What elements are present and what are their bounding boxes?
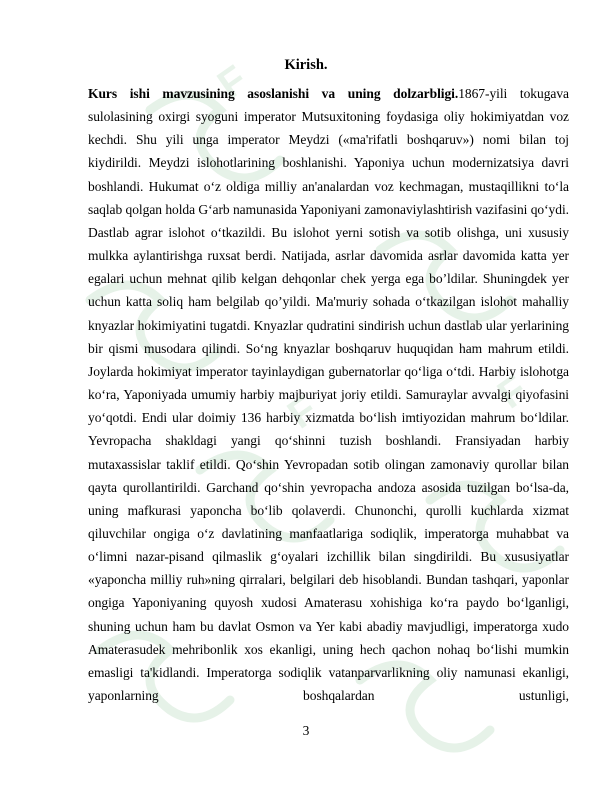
lead-heading: Kurs ishi mavzusining asoslanishi va uning dolzarbligi. <box>88 86 459 101</box>
page-title: Kirish. <box>284 57 328 73</box>
body-paragraph <box>88 82 569 707</box>
watermark-letter-f: F <box>279 387 326 438</box>
watermark-letter-f: F <box>489 367 536 418</box>
body-text: 1867-yili tokugava sulolasining oxirgi syoguni imperator Mutsuxitoning foydasiga oliy hokimiyatdan voz kechdi. Shu yili unga imperator Meydzi («ma'rifatli boshqaruv») nomi bilan toj kiydirildi. Meydzi islohotlarining boshlanishi. Yaponiya uchun modernizatsiya davri boshlandi. Hukumat o‘z oldiga milliy an'analardan voz kechmagan, mustaqillikni to‘la saqlab qolgan holda G‘arb namunasida Yaponiyani zamonaviylashtirish vazifasini qo‘ydi. Dastlab agrar islohot o‘tkazildi. Bu islohot yerni sotish va sotib olishga, uni xususiy mulkka aylantirishga ruxsat berdi. Natijada, asrlar davomida asrlar davomida katta yer egalari uchun mehnat qilib kelgan dehqonlar chek yerga ega bo’ldilar. Shuningdek yer uchun katta soliq ham belgilab qo’yildi. Ma'muriy sohada o‘tkazilgan islohot mahalliy knyazlar hokimiyatini tugatdi. Knyazlar qudratini sindirish uchun dastlab ular yerlarining bir qismi musodara qilindi. So‘ng knyazlar boshqaruv huquqidan ham mahrum etildi. Joylarda hokimiyat imperator tayinlaydigan gubernatorlar qo‘liga o‘tdi. Harbiy islohotga ko‘ra, Yaponiyada umumiy harbiy majburiyat joriy etildi. Samuraylar avvalgi qiyofasini yo‘qotdi. Endi ular doimiy 136 harbiy xizmatda bo‘lish imtiyozidan mahrum bo‘ldilar. Yevropacha shakldagi yangi qo‘shinni tuzish boshlandi. Fransiyadan harbiy mutaxassislar taklif etildi. Qo‘shin Yevropadan sotib olingan zamonaviy qurollar bilan qayta qurollantirildi. Garchand qo‘shin yevropacha andoza asosida tuzilgan bo‘lsa-da, uning mafkurasi yaponcha bo‘lib qolaverdi. Chunonchi, qurolli kuchlarda xizmat qiluvchilar ongiga o‘z davlatining manfaatlariga sodiqlik, imperatorga muhabbat va o‘limni nazar-pisand qilmaslik g‘oyalari izchillik bilan singdirildi. Bu xususiyatlar «yaponcha milliy ruh»ning qirralari, belgilari deb hisoblandi. Bundan tashqari, yaponlar ongiga Yaponiyaning quyosh xudosi Amaterasu xohishiga ko‘ra paydo bo‘lganligi, shuning uchun ham bu davlat Osmon va Yer kabi abadiy mavjudligi, imperatorga xudo Amaterasudek mehribonlik xos ekanligi, uning hech qachon nohaq bo‘lishi mumkin emasligi ta'kidlandi. Imperatorga sodiqlik vatanparvarlikning oliy namunasi ekanligi, yaponlarning boshqalardan ustunligi, <box>88 86 569 704</box>
page-number: 3 <box>302 723 310 738</box>
watermark-letter-f: F <box>209 57 256 108</box>
